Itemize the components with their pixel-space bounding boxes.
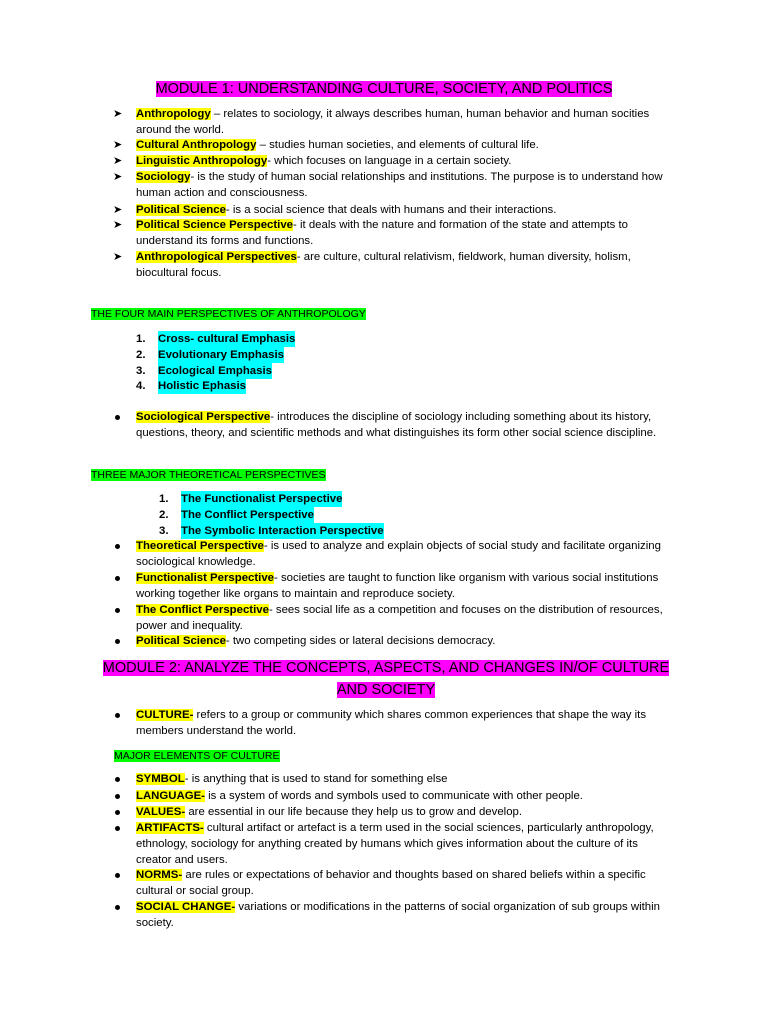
culture-element-item: LANGUAGE- is a system of words and symbols used to communicate with other people.: [136, 790, 583, 802]
culture-element-item: ARTIFACTS- cultural artifact or artefact is a term used in the social sciences, particularly anthropology, ethnology, sociology for anything created by humans which gives information about the culture of its creator and users.: [136, 822, 654, 866]
definition-item: Anthropology – relates to sociology, it always describes human, human behavior and human socities around the world.: [136, 108, 650, 136]
definition-item: Sociological Perspective- introduces the discipline of sociology including something about its history, questions, theory, and scientific methods and what distinguishes its form other social science discipline.: [136, 411, 657, 439]
arrow-bullet-icon: ➤: [113, 108, 123, 120]
definition-item: Political Science- is a social science that deals with humans and their interactions.: [136, 204, 557, 216]
bullet-dot-icon: [115, 576, 120, 581]
section-heading-theories: THREE MAJOR THEORETICAL PERSPECTIVES: [91, 469, 326, 481]
definition-item: Political Science Perspective- it deals with the nature and formation of the state and attempts to understand its forms and functions.: [136, 219, 628, 247]
definition-item: Functionalist Perspective- societies are taught to function like organism with various social institutions working together like organs to maintain and reproduce society.: [136, 572, 659, 600]
arrow-bullet-icon: ➤: [113, 251, 123, 263]
bullet-dot-icon: [115, 415, 120, 420]
definition-item: Sociology- is the study of human social relationships and institutions. The purpose is to understand how human action and consciousness.: [136, 171, 663, 199]
definition-item: Linguistic Anthropology- which focuses on language in a certain society.: [136, 155, 512, 167]
bullet-dot-icon: [115, 639, 120, 644]
bullet-dot-icon: [115, 905, 120, 910]
arrow-bullet-icon: ➤: [113, 171, 123, 183]
definition-item: Political Science- two competing sides or lateral decisions democracy.: [136, 635, 496, 647]
bullet-dot-icon: [115, 810, 120, 815]
section-heading-anthropology: THE FOUR MAIN PERSPECTIVES OF ANTHROPOLOGY: [91, 308, 366, 320]
arrow-bullet-icon: ➤: [113, 204, 123, 216]
culture-element-item: VALUES- are essential in our life because they help us to grow and develop.: [136, 806, 523, 818]
bullet-dot-icon: [115, 826, 120, 831]
culture-element-item: SYMBOL- is anything that is used to stand for something else: [136, 773, 448, 785]
culture-element-item: SOCIAL CHANGE- variations or modifications in the patterns of social organization of sub groups within society.: [136, 901, 661, 929]
bullet-dot-icon: [115, 777, 120, 782]
culture-element-item: NORMS- are rules or expectations of behavior and thoughts based on shared beliefs within a specific cultural or social group.: [136, 869, 646, 897]
bullet-dot-icon: [115, 544, 120, 549]
bullet-dot-icon: [115, 713, 120, 718]
definition-item: CULTURE- refers to a group or community which shares common experiences that shape the way its members understand the world.: [136, 709, 647, 737]
bullet-dot-icon: [115, 608, 120, 613]
module-1-title: MODULE 1: UNDERSTANDING CULTURE, SOCIETY, AND POLITICS: [155, 81, 613, 97]
definition-item: Theoretical Perspective- is used to analyze and explain objects of social study and facilitate organizing sociological knowledge.: [136, 540, 661, 568]
bullet-dot-icon: [115, 873, 120, 878]
definition-item: The Conflict Perspective- sees social life as a competition and focuses on the distribution of resources, power and inequality.: [136, 604, 663, 632]
arrow-bullet-icon: ➤: [113, 139, 123, 151]
module-2-title: MODULE 2: ANALYZE THE CONCEPTS, ASPECTS, AND CHANGES IN/OF CULTURE AND SOCIETY: [102, 660, 670, 698]
document-page: MODULE 1: UNDERSTANDING CULTURE, SOCIETY, AND POLITICS ➤ Anthropology – relates to sociology, it always describes human, human behavior and human socities around the world. ➤ Cultural Anthropology – studies human societies, and elements of cultural life. ➤ Linguistic Anthropology- which focuses on language in a certain society. ➤ Sociology- is the study of human social relationships and institutions. The purpose is to understand how human action and consciousness. ➤ Political Science- is a social science that deals with humans and their interactions. ➤ Political Science Perspective- it deals with the nature and formation of the state and attempts to understand its forms and functions. ➤ Anthropological Perspectives- are culture, cultural relativism, fieldwork, human diversity, holism, biocultural focus. THE FOUR MAIN PERSPECTIVES OF ANTHROPOLOGY 1. Cross- cultural Emphasis 2. Evolutionary Emphasis 3. Ecological Emphasis 4. Holistic Ephasis Sociological Perspective- introduces the discipline of sociology including something about its history, questions, theory, and scientific methods and what distinguishes its form other social science discipline. THREE MAJOR THEORETICAL PERSPECTIVES 1. The Functionalist Perspective 2. The Conflict Perspective 3. The Symbolic Interaction Perspective Theoretical Perspective- is used to analyze and explain objects of social study and facilitate organizing sociological knowledge. Functionalist Perspective- societies are taught to function like organism with various social institutions working together like organs to maintain and reproduce society. The Conflict Perspective- sees social life as a competition and focuses on the distribution of resources, power and inequality. Political Science- two competing sides or lateral decisions democracy. MODULE 2: ANALYZE THE CONCEPTS, ASPECTS, AND CHANGES IN/OF CULTURE AND SOCIETY CULTURE- refers to a group or community which shares common experiences that shape the way its members understand the world. MAJOR ELEMENTS OF CULTURE SYMBOL- is anything that is used to stand for something else LANGUAGE- is a system of words and symbols used to communicate with other people. VALUES- are essential in our life because they help us to grow and develop. ARTIFACTS- cultural artifact or artefact is a term used in the social sciences, particularly anthropology, ethnology, sociology for anything created by humans which gives information about the culture of its creator and users. NORMS- are rules or expectations of behavior and thoughts based on shared beliefs within a specific cultural or social group. SOCIAL CHANGE- variations or modifications in the patterns of social organization of sub groups within society.: [0, 0, 768, 1024]
section-heading-elements: MAJOR ELEMENTS OF CULTURE: [114, 750, 280, 762]
definition-item: Anthropological Perspectives- are culture, cultural relativism, fieldwork, human diversity, holism, biocultural focus.: [136, 251, 631, 279]
arrow-bullet-icon: ➤: [113, 219, 123, 231]
arrow-bullet-icon: ➤: [113, 155, 123, 167]
definition-item: Cultural Anthropology – studies human societies, and elements of cultural life.: [136, 139, 539, 151]
bullet-dot-icon: [115, 794, 120, 799]
